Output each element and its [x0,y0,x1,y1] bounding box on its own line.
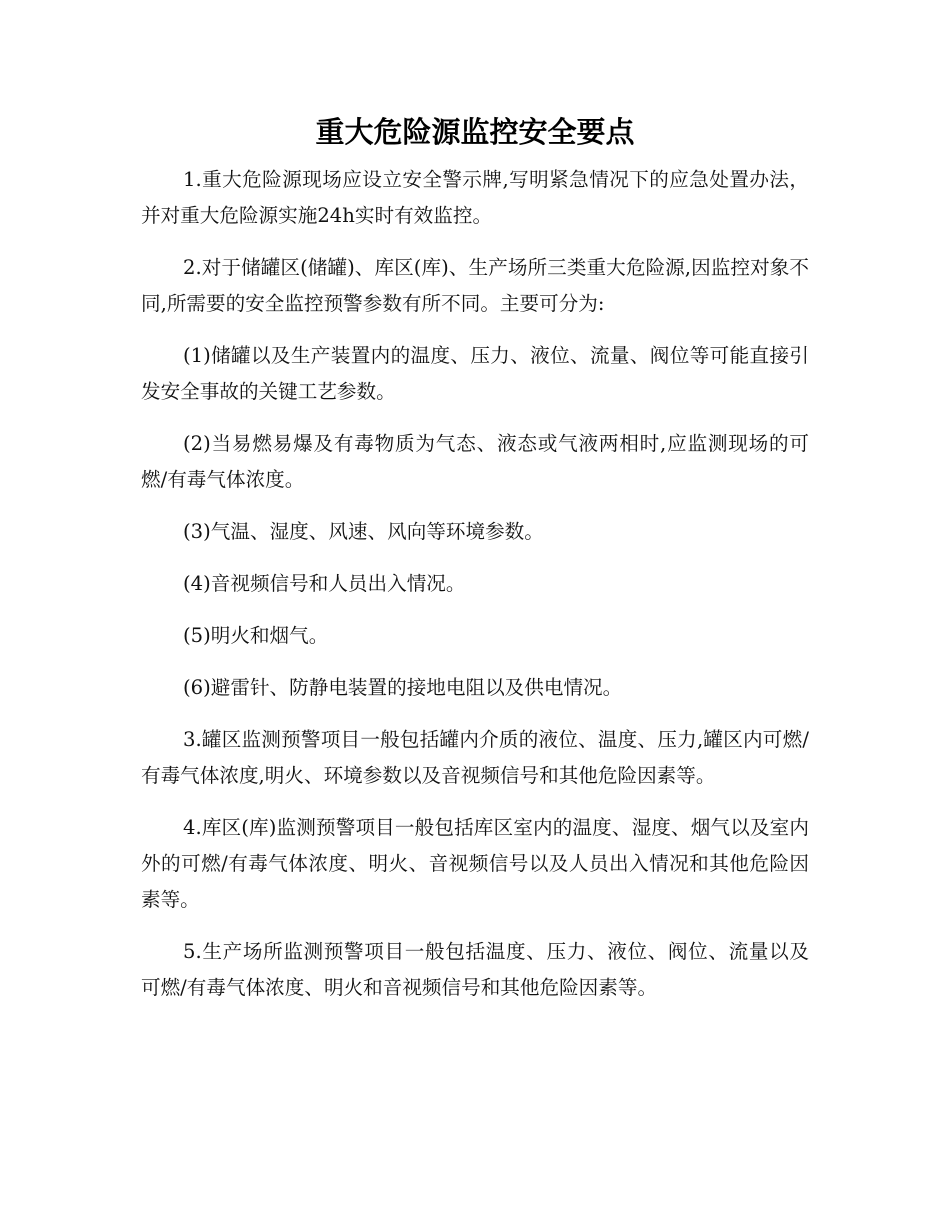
paragraph-subitem-6: (6)避雷针、防静电装置的接地电阻以及供电情况。 [183,676,623,699]
paragraph-item-1: 1.重大危险源现场应设立安全警示牌,写明紧急情况下的应急处置办法，并对重大危险源实施24h实时有效监控。 [141,168,809,227]
paragraph-subitem-2: (2)当易燃易爆及有毒物质为气态、液态或气液两相时,应监测现场的可燃/有毒气体浓度。 [141,432,809,491]
paragraph-item-2: 2.对于储罐区(储罐)、库区(库)、生产场所三类重大危险源,因监控对象不同,所需要的安全监控预警参数有所不同。主要可分为: [141,256,809,315]
paragraph-subitem-3: (3)气温、湿度、风速、风向等环境参数。 [183,520,544,543]
paragraph-subitem-5: (5)明火和烟气。 [183,624,329,647]
document-title: 重大危险源监控安全要点 [315,115,635,149]
paragraph-item-5: 5.生产场所监测预警项目一般包括温度、压力、液位、阀位、流量以及可燃/有毒气体浓度、明火和音视频信号和其他危险因素等。 [141,940,809,999]
paragraph-item-4: 4.库区(库)监测预警项目一般包括库区室内的温度、湿度、烟气以及室内外的可燃/有毒气体浓度、明火、音视频信号以及人员出入情况和其他危险因素等。 [141,816,809,911]
paragraph-item-3: 3.罐区监测预警项目一般包括罐内介质的液位、温度、压力,罐区内可燃/有毒气体浓度,明火、环境参数以及音视频信号和其他危险因素等。 [141,728,809,787]
document-body [141,162,809,1022]
paragraph-subitem-1: (1)储罐以及生产装置内的温度、压力、液位、流量、阀位等可能直接引发安全事故的关键工艺参数。 [141,344,809,403]
paragraph-subitem-4: (4)音视频信号和人员出入情况。 [183,572,466,595]
